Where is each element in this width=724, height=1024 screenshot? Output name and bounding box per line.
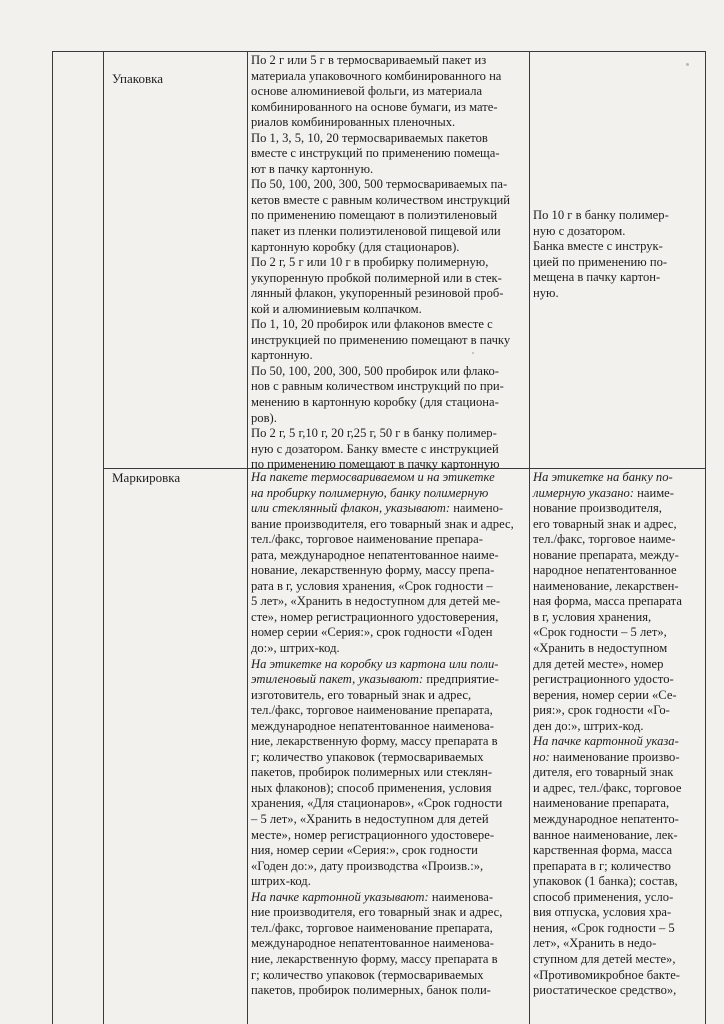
line-text: ния, номер серии «Серия:», срок годности [251, 843, 478, 858]
line-text: тел./факс, торговое наиме- [533, 532, 676, 547]
line-text: ванное наименование, лек- [533, 827, 678, 842]
table-left-border [52, 51, 53, 1024]
line-text: номер серии «Серия:», срок годности «Годен [251, 625, 493, 640]
text-line [251, 641, 527, 657]
line-text: международное непатентованное наименова- [251, 718, 494, 733]
line-text: изготовитель, его товарный знак и адрес, [251, 687, 472, 702]
text-line: риалов комбинированных пленочных. [251, 115, 456, 130]
italic-lead: но: [533, 749, 550, 764]
line-text: «Хранить в недоступном [533, 641, 668, 656]
text-line: По 2 г, 5 г или 10 г в пробирку полимерную, [251, 255, 489, 270]
col-divider-1 [103, 51, 104, 1024]
text-line [533, 470, 703, 486]
text-line [251, 890, 527, 906]
text-line [251, 812, 527, 828]
line-text: народное непатентованное [533, 563, 677, 578]
text-line [533, 486, 703, 502]
text-line: инструкцией по применению помещают в пачку [251, 332, 511, 347]
text-line [251, 968, 527, 984]
table-right-border [705, 51, 706, 1024]
text-line: ют в пачку картонную. [251, 161, 374, 176]
line-text: нование, лекарственную форму, массу препа- [251, 563, 495, 578]
line-text: г; количество упаковок (термосвариваемых [251, 749, 484, 764]
line-text: ден до:», штрих-код. [533, 718, 644, 733]
line-text: в г, условия хранения, [533, 609, 652, 624]
line-text: предприятие- [423, 672, 499, 687]
text-line: По 1, 3, 5, 10, 20 термосвариваемых пакетов [251, 130, 488, 145]
text-line [533, 843, 703, 859]
text-line [251, 859, 527, 875]
text-line [533, 548, 703, 564]
text-line: ную с дозатором. [533, 223, 626, 238]
text-line [533, 781, 703, 797]
text-line [251, 983, 527, 999]
text-line: ров). [251, 410, 277, 425]
line-text: 5 лет», «Хранить в недоступном для детей ме- [251, 594, 501, 609]
line-text: наименование, лекарствен- [533, 578, 679, 593]
line-text: ние, лекарственную форму, массу препарата в [251, 951, 498, 966]
text-line [251, 470, 527, 486]
scan-speck [472, 352, 474, 354]
text-line [533, 657, 703, 673]
italic-lead: на пробирку полимерную, банку полимерную [251, 485, 489, 500]
text-line [251, 548, 527, 564]
line-text: для детей месте», номер [533, 656, 664, 671]
italic-lead: этиленовый пакет, указывают: [251, 672, 424, 687]
line-text: тел./факс, торговое наименование препара- [251, 532, 483, 547]
text-line [251, 765, 527, 781]
line-text: верения, номер серии «Се- [533, 687, 677, 702]
italic-lead: или стеклянный флакон, указывают: [251, 501, 451, 516]
text-line: вместе с инструкций по применению помеща- [251, 146, 500, 161]
line-text: рата в г, условия хранения, «Срок годности – [251, 578, 493, 593]
text-line [251, 921, 527, 937]
line-text: тел./факс, торговое наименование препарата, [251, 703, 493, 718]
italic-lead: На этикетке на банку по- [533, 470, 673, 484]
text-line [533, 905, 703, 921]
text-line: По 2 г, 5 г,10 г, 20 г,25 г, 50 г в банку полимер- [251, 426, 497, 441]
text-line: По 50, 100, 200, 300, 500 пробирок или флако- [251, 363, 499, 378]
text-line: По 1, 10, 20 пробирок или флаконов вместе с [251, 317, 493, 332]
text-line [533, 703, 703, 719]
line-text: тел./факс, торговое наименование препарата, [251, 920, 493, 935]
line-text: г; количество упаковок (термосвариваемых [251, 967, 484, 982]
text-line [251, 625, 527, 641]
text-line [533, 921, 703, 937]
line-text: нование препарата, между- [533, 547, 679, 562]
text-line [533, 625, 703, 641]
text-line [251, 532, 527, 548]
line-text: хранения, «Для стационаров», «Срок годности [251, 796, 503, 811]
line-text: рата, международное непатентованное наиме- [251, 547, 499, 562]
text-line: кой и алюминиевым колпачком. [251, 301, 422, 316]
marking-description [251, 470, 527, 999]
text-line: По 2 г или 5 г в термосвариваемый пакет из [251, 53, 487, 67]
text-line: По 10 г в банку полимер- [533, 208, 669, 222]
text-line: лянный флакон, укупоренный резиновой проб- [251, 286, 504, 301]
line-text: – 5 лет», «Хранить в недоступном для детей [251, 812, 489, 827]
text-line [533, 579, 703, 595]
text-line [251, 703, 527, 719]
packaging-description [251, 53, 527, 473]
text-line: мещена в пачку картон- [533, 270, 661, 285]
line-text: карственная форма, масса [533, 843, 673, 858]
line-text: ние, лекарственную форму, массу препарата в [251, 734, 498, 749]
text-line [251, 750, 527, 766]
line-text: сте», номер регистрационного удостоверения, [251, 609, 499, 624]
line-text: ние производителя, его товарный знак и адрес, [251, 905, 503, 920]
line-text: пакетов, пробирок полимерных или стеклян- [251, 765, 493, 780]
line-text: наиме- [634, 485, 674, 500]
text-line [533, 719, 703, 735]
line-text: лет», «Хранить в недо- [533, 936, 657, 951]
text-line: цией по применению по- [533, 254, 668, 269]
text-line [533, 672, 703, 688]
line-text: международное непатенто- [533, 812, 679, 827]
text-line [533, 532, 703, 548]
text-line [533, 874, 703, 890]
line-text: месте», номер регистрационного удостовере- [251, 827, 495, 842]
italic-lead: На пакете термосвариваемом и на этикетке [251, 470, 495, 484]
line-text: наименование препарата, [533, 796, 670, 811]
line-text: «Годен до:», дату производства «Произв.:», [251, 858, 484, 873]
text-line [533, 765, 703, 781]
italic-lead: На пачке картонной указа- [533, 734, 679, 749]
text-line [533, 734, 703, 750]
text-line: по применению помещают в пачку картонную [251, 457, 500, 472]
text-line: ную. [533, 285, 559, 300]
table-top-border [52, 51, 705, 52]
text-line [533, 968, 703, 984]
text-line: Банка вместе с инструк- [533, 239, 663, 254]
text-line [251, 579, 527, 595]
row-label-packaging: Упаковка [112, 71, 163, 86]
text-line [533, 501, 703, 517]
text-line [533, 812, 703, 828]
text-line: комбинированного на основе бумаги, из мате- [251, 99, 498, 114]
text-line [251, 936, 527, 952]
text-line [533, 688, 703, 704]
text-line [251, 486, 527, 502]
col-divider-3 [529, 51, 530, 1024]
col-divider-2 [247, 51, 248, 1024]
text-line [251, 781, 527, 797]
text-line [251, 843, 527, 859]
line-text: упаковок (1 банка); состав, [533, 874, 678, 889]
text-line [533, 952, 703, 968]
text-line [533, 796, 703, 812]
line-text: «Противомикробное бакте- [533, 967, 680, 982]
line-text: его товарный знак и адрес, [533, 516, 677, 531]
line-text: ных флаконов); способ применения, условия [251, 780, 492, 795]
line-text: «Срок годности – 5 лет», [533, 625, 667, 640]
line-text: до:», штрих-код. [251, 641, 340, 656]
line-text: регистрационного удосто- [533, 672, 674, 687]
text-line [251, 874, 527, 890]
line-text: международное непатентованное наименова- [251, 936, 494, 951]
italic-lead: лимерную указано: [533, 485, 634, 500]
text-line: ную с дозатором. Банку вместе с инструкцией [251, 441, 499, 456]
line-text: пакетов, пробирок полимерных, банок поли- [251, 983, 491, 998]
text-line [251, 563, 527, 579]
text-line [251, 672, 527, 688]
text-line [533, 859, 703, 875]
text-line [251, 501, 527, 517]
text-line [533, 594, 703, 610]
packaging-description-alt [533, 208, 703, 301]
text-line [251, 688, 527, 704]
line-text: препарата в г; количество [533, 858, 671, 873]
text-line [533, 563, 703, 579]
line-text: нения, «Срок годности – 5 [533, 920, 675, 935]
line-text: рия:», срок годности «Го- [533, 703, 670, 718]
line-text: риостатическое средство», [533, 983, 677, 998]
text-line [533, 828, 703, 844]
text-line [533, 610, 703, 626]
text-line [251, 657, 527, 673]
text-line [251, 952, 527, 968]
line-text: ступном для детей месте», [533, 951, 676, 966]
scan-speck [686, 63, 689, 66]
text-line [533, 641, 703, 657]
text-line [251, 905, 527, 921]
text-line [251, 594, 527, 610]
marking-description-alt [533, 470, 703, 999]
text-line [251, 828, 527, 844]
line-text: и адрес, тел./факс, торговое [533, 780, 682, 795]
line-text: вание производителя, его товарный знак и адрес, [251, 516, 514, 531]
italic-lead: На пачке картонной указывают: [251, 889, 429, 904]
text-line: нов с равным количеством инструкций по при- [251, 379, 504, 394]
text-line [251, 517, 527, 533]
text-line: картонную. [251, 348, 313, 363]
text-line: менению в картонную коробку (для стациона- [251, 395, 499, 410]
text-line [251, 610, 527, 626]
line-text: наименование произво- [549, 749, 680, 764]
line-text: вия отпуска, условия хра- [533, 905, 672, 920]
text-line [533, 517, 703, 533]
italic-lead: На этикетке на коробку из картона или поли- [251, 656, 499, 671]
line-text: дителя, его товарный знак [533, 765, 674, 780]
line-text: наименова- [428, 889, 494, 904]
line-text: штрих-код. [251, 874, 311, 889]
text-line: основе алюминиевой фольги, из материала [251, 84, 483, 99]
text-line [533, 983, 703, 999]
text-line: кетов вместе с равным количеством инструкций [251, 192, 510, 207]
text-line [533, 936, 703, 952]
line-text: нование производителя, [533, 501, 662, 516]
text-line [533, 750, 703, 766]
line-text: способ применения, усло- [533, 889, 674, 904]
text-line: пакет из пленки полиэтиленовой пищевой или [251, 224, 501, 239]
line-text: ная форма, масса препарата [533, 594, 682, 609]
text-line: По 50, 100, 200, 300, 500 термосвариваемых па- [251, 177, 508, 192]
line-text: наимено- [450, 501, 504, 516]
text-line [251, 719, 527, 735]
row-label-marking: Маркировка [112, 470, 181, 485]
text-line: картонную коробку (для стационаров). [251, 239, 460, 254]
text-line: по применению помещают в полиэтиленовый [251, 208, 498, 223]
text-line: укупоренную пробкой полимерной или в стек- [251, 270, 502, 285]
text-line [251, 734, 527, 750]
text-line [533, 890, 703, 906]
text-line [251, 796, 527, 812]
text-line: материала упаковочного комбинированного на [251, 68, 502, 83]
